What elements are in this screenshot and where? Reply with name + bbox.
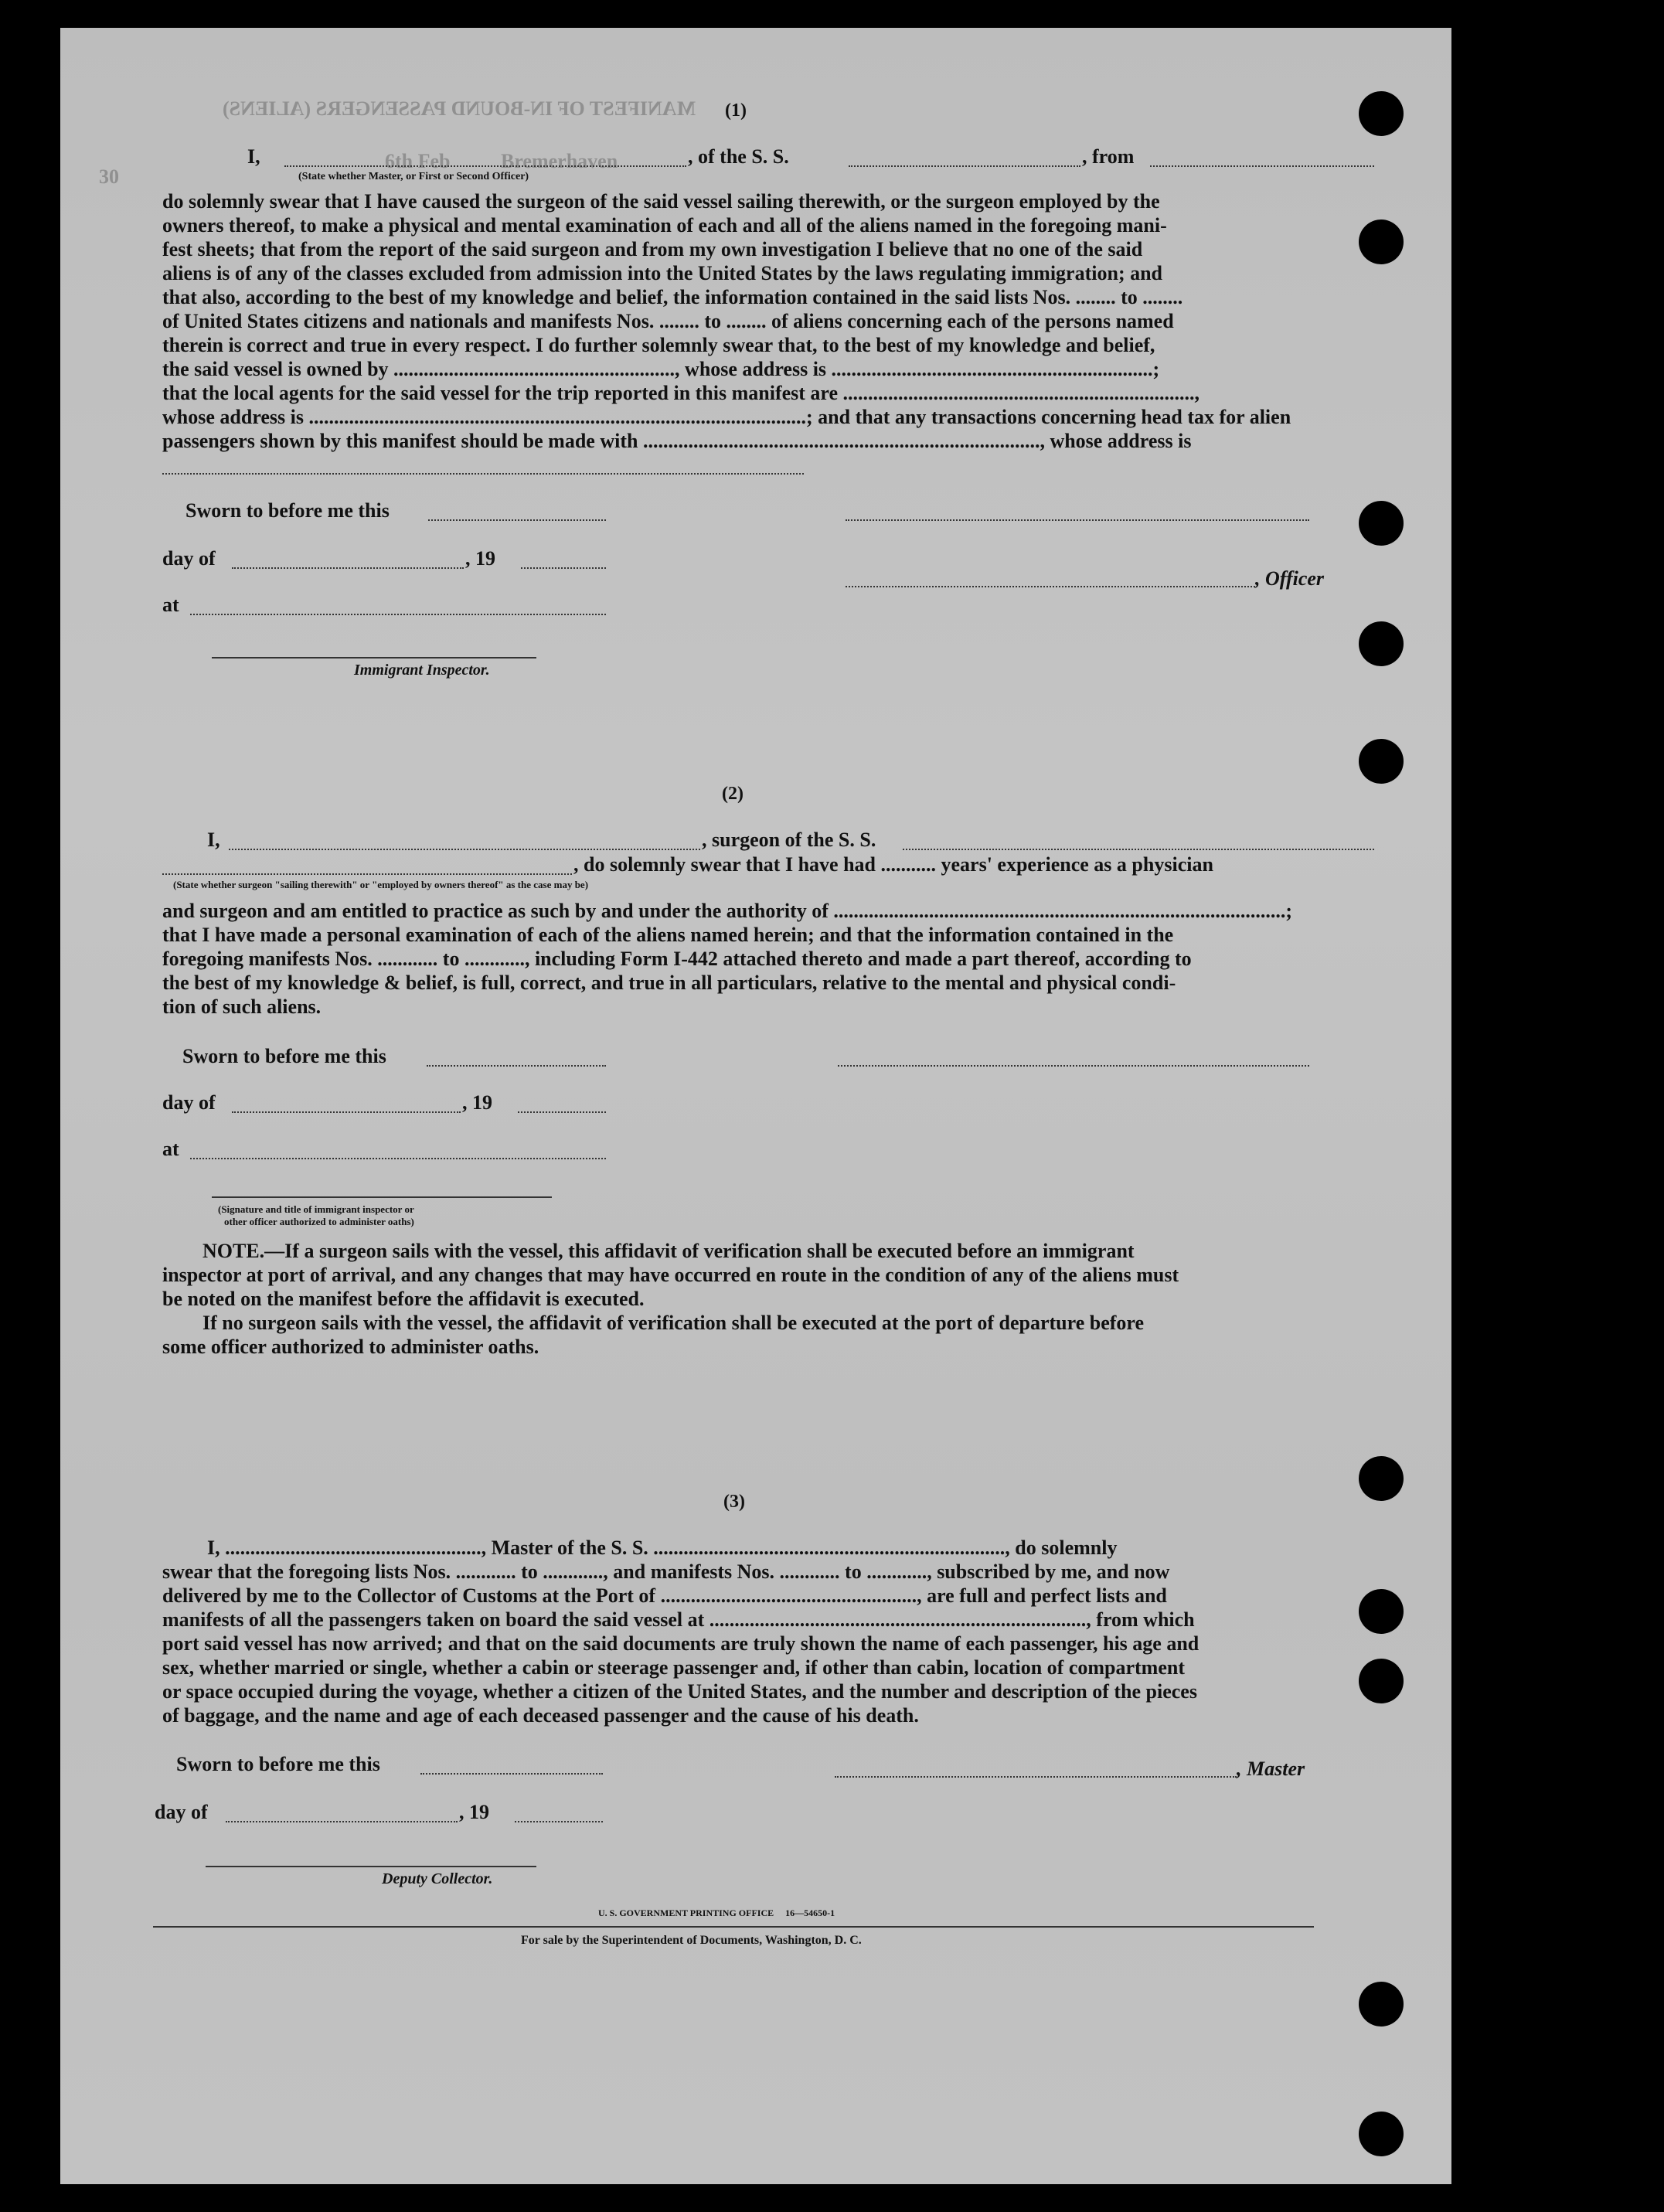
s2-nineteen: , 19 (462, 1091, 492, 1114)
s2-line-2: , do solemnly swear that I have had ........... years' experience as a physician (573, 853, 1213, 876)
s1-line: do solemnly swear that I have caused the surgeon of the said vessel sailing therewith, or the surgeon employed by the (162, 190, 1160, 213)
s3-line: of baggage, and the name and age of each deceased passenger and the cause of his death. (162, 1704, 919, 1727)
note-line: NOTE.—If a surgeon sails with the vessel, this affidavit of verification shall be executed before an immigrant (202, 1240, 1135, 1262)
section-1-number: (1) (725, 100, 747, 121)
s3-master-label: , Master (1237, 1758, 1305, 1780)
s2-sig-note-2: other officer authorized to administer oaths) (224, 1216, 414, 1227)
faint-handwriting: 6th Feb (385, 150, 451, 172)
s2-line: and surgeon and am entitled to practice as such by and under the authority of ..........................................................................................; (162, 900, 1293, 922)
s1-of-ss: , of the S. S. (688, 145, 789, 168)
s1-at: at (162, 594, 179, 616)
s3-collector-label: Deputy Collector. (382, 1870, 493, 1887)
s1-line: that the local agents for the said vessel for the trip reported in this manifest are ......................................................................, (162, 382, 1200, 404)
s2-surgeon-note: (State whether surgeon "sailing therewith" or "employed by owners thereof" as the case may be) (173, 879, 589, 890)
s3-line: sex, whether married or single, whether a cabin or steerage passenger and, if other than cabin, location of compartment (162, 1656, 1185, 1679)
binder-hole (1359, 739, 1404, 784)
s3-line: manifests of all the passengers taken on board the said vessel at ..........................................................................., from which (162, 1608, 1195, 1631)
manifest-page (60, 28, 1451, 2184)
s2-prefix: I, (207, 829, 220, 851)
s1-officer-label: , Officer (1255, 567, 1325, 590)
s1-line: owners thereof, to make a physical and mental examination of each and all of the aliens named in the foregoing mani- (162, 214, 1167, 237)
binder-hole (1359, 621, 1404, 666)
s3-line: swear that the foregoing lists Nos. ............ to ............, and manifests Nos. ............ to ............, subscribed by me, and now (162, 1560, 1170, 1583)
s2-line: foregoing manifests Nos. ............ to ............, including Form I-442 attached thereto and made a part thereof, according to (162, 948, 1192, 970)
binder-hole (1359, 1589, 1404, 1634)
s2-line: that I have made a personal examination of each of the aliens named herein; and that the information contained in the (162, 924, 1174, 946)
s1-officer-note: (State whether Master, or First or Second Officer) (298, 171, 529, 182)
binder-hole (1359, 2112, 1404, 2156)
s2-sworn: Sworn to before me this (182, 1045, 386, 1067)
s1-line: fest sheets; that from the report of the said surgeon and from my own investigation I believe that no one of the said (162, 238, 1143, 260)
faint-margin-number: 30 (99, 165, 119, 188)
s1-day-of: day of (162, 547, 216, 570)
s1-sworn: Sworn to before me this (185, 499, 390, 522)
s1-from: , from (1082, 145, 1135, 168)
s1-line-1: I, (247, 145, 260, 168)
s1-line: of United States citizens and nationals and manifests Nos. ........ to ........ of aliens concerning each of the persons named (162, 310, 1174, 332)
note-line: inspector at port of arrival, and any changes that may have occurred en route in the condition of any of the aliens must (162, 1264, 1179, 1286)
s2-line: the best of my knowledge & belief, is full, correct, and true in all particulars, relative to the mental and physical condi- (162, 972, 1176, 994)
s2-at: at (162, 1138, 179, 1160)
s3-line: I, ..................................................., Master of the S. S. ......................................................................, do solemnly (207, 1536, 1118, 1559)
s2-line: tion of such aliens. (162, 995, 322, 1018)
section-2-number: (2) (722, 784, 744, 804)
sale-notice: For sale by the Superintendent of Documents, Washington, D. C. (521, 1934, 862, 1947)
note-line: be noted on the manifest before the affidavit is executed. (162, 1288, 645, 1310)
s1-inspector-label: Immigrant Inspector. (354, 662, 490, 679)
s3-line: port said vessel has now arrived; and that on the said documents are truly shown the name of each passenger, his age and (162, 1632, 1200, 1655)
note-line: some officer authorized to administer oaths. (162, 1336, 539, 1358)
s3-sworn: Sworn to before me this (176, 1753, 380, 1775)
s1-line: therein is correct and true in every respect. I do further solemnly swear that, to the best of my knowledge and belief, (162, 334, 1155, 356)
s1-line: whose address is ...................................................................................................; and that any transactions concerning head tax for alien (162, 406, 1291, 428)
gpo-imprint: U. S. GOVERNMENT PRINTING OFFICE 16—54650-1 (598, 1907, 835, 1918)
binder-hole (1359, 1982, 1404, 2027)
s2-day-of: day of (162, 1091, 216, 1114)
s3-day-of: day of (155, 1801, 208, 1823)
s1-nineteen: , 19 (465, 547, 495, 570)
faint-handwriting: Bremerhaven (501, 150, 618, 172)
binder-hole (1359, 501, 1404, 546)
s1-line: that also, according to the best of my knowledge and belief, the information contained in the said lists Nos. ........ to ........ (162, 286, 1183, 308)
binder-hole (1359, 1456, 1404, 1501)
note-line: If no surgeon sails with the vessel, the affidavit of verification shall be executed at the port of departure before (202, 1312, 1145, 1334)
s1-line: passengers shown by this manifest should be made with ..............................................................................., whose address is (162, 430, 1192, 452)
s1-line: the said vessel is owned by ........................................................, whose address is ................................................................; (162, 358, 1160, 380)
section-3-number: (3) (723, 1492, 745, 1512)
binder-hole (1359, 219, 1404, 264)
faint-title: MANIFEST OF IN-BOUND PASSENGERS (ALIENS) (223, 97, 696, 120)
s1-line: aliens is of any of the classes excluded from admission into the United States by the laws regulating immigration; and (162, 262, 1163, 284)
s3-nineteen: , 19 (459, 1801, 489, 1823)
s3-line: or space occupied during the voyage, whether a citizen of the United States, and the number and description of the pieces (162, 1680, 1197, 1703)
binder-hole (1359, 1659, 1404, 1703)
binder-hole (1359, 91, 1404, 136)
s3-line: delivered by me to the Collector of Customs at the Port of ..................................................., are full and perfect lists and (162, 1584, 1167, 1607)
s2-surgeon-of: , surgeon of the S. S. (702, 829, 876, 851)
s2-sig-note-1: (Signature and title of immigrant inspector or (218, 1203, 414, 1215)
